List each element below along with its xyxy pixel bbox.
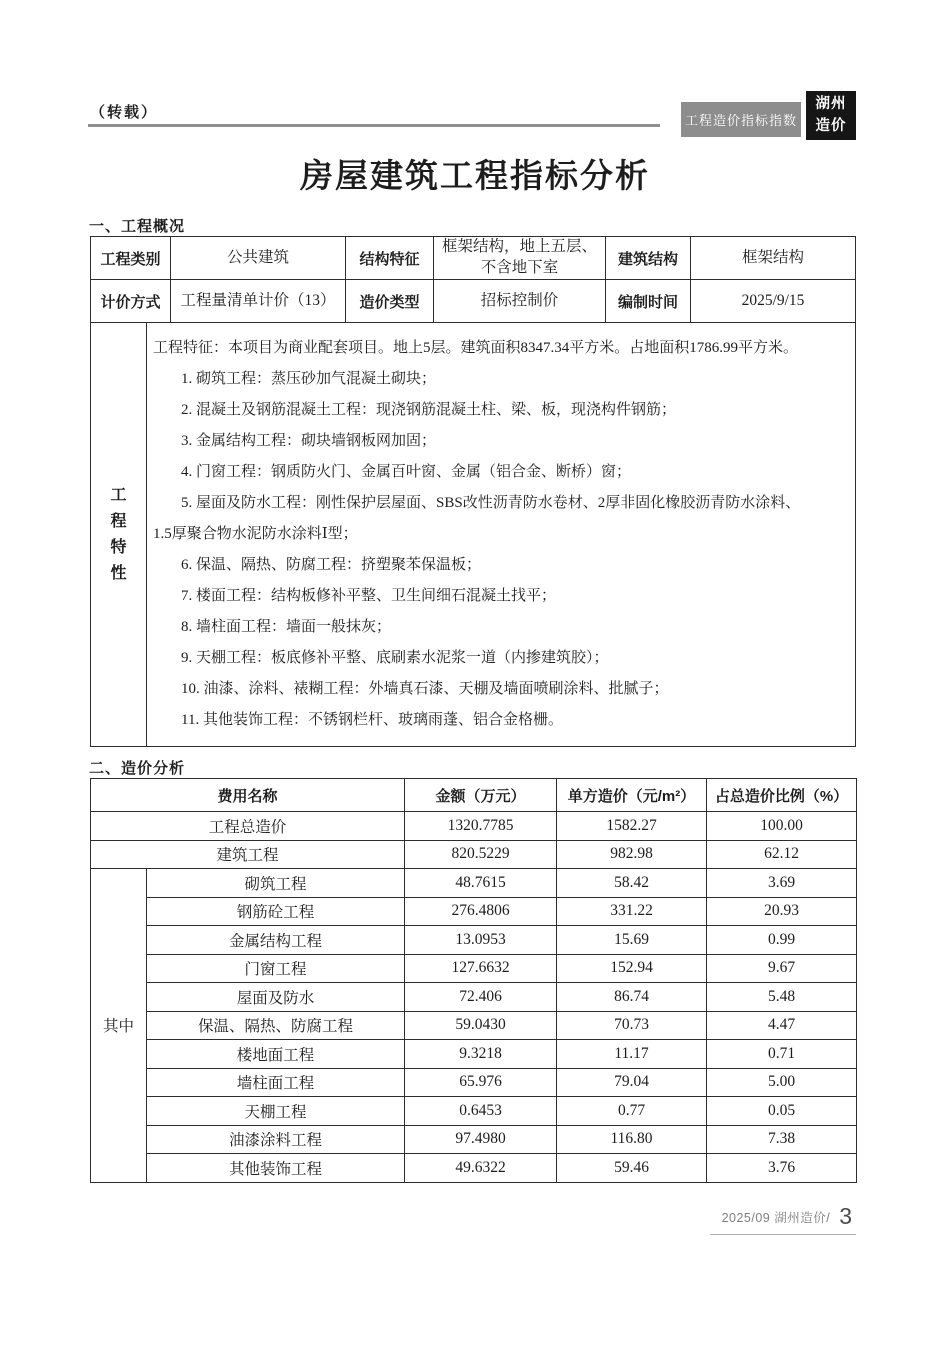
table-row [91, 840, 857, 869]
amount-cell: 72.406 [405, 983, 557, 1012]
ratio-cell: 3.69 [707, 869, 857, 898]
table-row [91, 897, 857, 926]
features-row [91, 323, 855, 746]
unit-cost-cell: 331.22 [557, 897, 707, 926]
table-row [91, 926, 857, 955]
pricing-method-label: 计价方式 [91, 280, 171, 322]
ratio-cell: 0.71 [707, 1040, 857, 1069]
amount-cell: 49.6322 [405, 1154, 557, 1183]
project-category-label: 工程类别 [91, 237, 171, 279]
ratio-cell: 0.99 [707, 926, 857, 955]
project-category-value: 公共建筑 [171, 237, 346, 279]
feature-line: 10. 油漆、涂料、裱糊工程：外墙真石漆、天棚及墙面喷刷涂料、批腻子； [181, 681, 669, 697]
overview-row-1 [91, 237, 855, 280]
feature-line: 11. 其他装饰工程：不锈钢栏杆、玻璃雨蓬、铝合金格栅。 [181, 712, 563, 728]
fee-name-cell: 砌筑工程 [147, 869, 405, 898]
feature-line: 工程特征：本项目为商业配套项目。地上5层。建筑面积8347.34平方米。占地面积1786.99平方米。 [153, 340, 799, 356]
table-row [91, 1068, 857, 1097]
unit-cost-cell: 116.80 [557, 1125, 707, 1154]
building-structure-value: 框架结构 [741, 248, 804, 266]
brand-logo [806, 91, 856, 140]
ratio-cell: 7.38 [707, 1125, 857, 1154]
fee-name-cell: 工程总造价 [91, 812, 405, 841]
table-row [91, 983, 857, 1012]
building-structure-label: 建筑结构 [606, 237, 691, 279]
compile-date-value: 2025/9/15 [741, 291, 805, 309]
fee-name-cell: 建筑工程 [91, 840, 405, 869]
reprint-label: （转载） [90, 104, 159, 121]
ratio-cell: 20.93 [707, 897, 857, 926]
page-number: 3 [839, 1203, 852, 1229]
fee-name-cell: 门窗工程 [147, 954, 405, 983]
cost-type-label: 造价类型 [346, 280, 434, 322]
amount-cell: 276.4806 [405, 897, 557, 926]
feature-line: 7. 楼面工程：结构板修补平整、卫生间细石混凝土找平； [181, 588, 557, 604]
feature-line: 6. 保温、隔热、防腐工程：挤塑聚苯保温板； [181, 557, 482, 573]
unit-cost-cell: 11.17 [557, 1040, 707, 1069]
overview-row-2 [91, 280, 855, 323]
fee-name-cell: 金属结构工程 [147, 926, 405, 955]
ratio-cell: 5.00 [707, 1068, 857, 1097]
table-row [91, 812, 857, 841]
amount-cell: 59.0430 [405, 1011, 557, 1040]
fee-name-cell: 墙柱面工程 [147, 1068, 405, 1097]
footer-issue-label: 2025/09 湖州造价/ [721, 1211, 831, 1225]
overview-table [90, 236, 856, 747]
amount-cell: 0.6453 [405, 1097, 557, 1126]
amount-cell: 820.5229 [405, 840, 557, 869]
unit-cost-cell: 15.69 [557, 926, 707, 955]
table-row [91, 1011, 857, 1040]
amount-cell: 9.3218 [405, 1040, 557, 1069]
fee-name-cell: 天棚工程 [147, 1097, 405, 1126]
page-title: 房屋建筑工程指标分析 [300, 157, 650, 194]
fee-name-cell: 保温、隔热、防腐工程 [147, 1011, 405, 1040]
cost-header-row [91, 779, 857, 812]
group-cell: 其中 [91, 869, 147, 1183]
pricing-method-value: 工程量清单计价（13） [171, 280, 346, 322]
ratio-cell: 100.00 [707, 812, 857, 841]
feature-line: 2. 混凝土及钢筋混凝土工程：现浇钢筋混凝土柱、梁、板，现浇构件钢筋； [181, 402, 677, 418]
structure-feature-value: 框架结构，地上五层、不含地下室 [434, 237, 606, 279]
index-badge: 工程造价指标指数 [681, 102, 801, 137]
fee-name-cell: 钢筋砼工程 [147, 897, 405, 926]
unit-cost-cell: 86.74 [557, 983, 707, 1012]
brand-logo-line1: 湖州 [815, 96, 847, 113]
ratio-cell: 0.05 [707, 1097, 857, 1126]
fee-name-header: 费用名称 [91, 779, 405, 812]
amount-cell: 65.976 [405, 1068, 557, 1097]
ratio-cell: 9.67 [707, 954, 857, 983]
fee-name-cell: 其他装饰工程 [147, 1154, 405, 1183]
unit-cost-cell: 982.98 [557, 840, 707, 869]
amount-header: 金额（万元） [405, 779, 557, 812]
table-row [91, 1040, 857, 1069]
amount-cell: 127.6632 [405, 954, 557, 983]
features-label-cell [91, 323, 147, 746]
table-row [91, 1125, 857, 1154]
cost-table [90, 778, 857, 1183]
feature-line: 4. 门窗工程：钢质防火门、金属百叶窗、金属（铝合金、断桥）窗； [181, 464, 632, 480]
ratio-cell: 4.47 [707, 1011, 857, 1040]
unit-cost-cell: 70.73 [557, 1011, 707, 1040]
amount-cell: 1320.7785 [405, 812, 557, 841]
overview-section-heading: 一、工程概况 [89, 218, 186, 235]
fee-name-cell: 屋面及防水 [147, 983, 405, 1012]
header-rule [88, 124, 660, 127]
brand-logo-line2: 造价 [815, 117, 847, 134]
fee-name-cell: 楼地面工程 [147, 1040, 405, 1069]
table-row [91, 1154, 857, 1183]
feature-line: 9. 天棚工程：板底修补平整、底刷素水泥浆一道（内掺建筑胶）； [181, 650, 609, 666]
unit-cost-cell: 0.77 [557, 1097, 707, 1126]
feature-line: 3. 金属结构工程：砌块墙钢板网加固； [181, 433, 437, 449]
cost-type-value: 招标控制价 [434, 280, 606, 322]
unit-cost-cell: 79.04 [557, 1068, 707, 1097]
unit-cost-cell: 152.94 [557, 954, 707, 983]
ratio-cell: 5.48 [707, 983, 857, 1012]
fee-name-cell: 油漆涂料工程 [147, 1125, 405, 1154]
compile-date-label: 编制时间 [606, 280, 691, 322]
amount-cell: 13.0953 [405, 926, 557, 955]
feature-line: 1. 砌筑工程：蒸压砂加气混凝土砌块； [181, 371, 437, 387]
table-row [91, 1097, 857, 1126]
unit-cost-cell: 59.46 [557, 1154, 707, 1183]
page-footer [710, 1203, 856, 1235]
feature-line: 5. 屋面及防水工程：刚性保护层屋面、SBS改性沥青防水卷材、2厚非固化橡胶沥青防水涂料、 [181, 495, 801, 511]
ratio-header: 占总造价比例（%） [707, 779, 857, 812]
unit-cost-cell: 58.42 [557, 869, 707, 898]
ratio-cell: 62.12 [707, 840, 857, 869]
unit-cost-header: 单方造价（元/m²） [557, 779, 707, 812]
ratio-cell: 3.76 [707, 1154, 857, 1183]
amount-cell: 97.4980 [405, 1125, 557, 1154]
cost-section-heading: 二、造价分析 [89, 760, 186, 777]
amount-cell: 48.7615 [405, 869, 557, 898]
feature-line: 1.5厚聚合物水泥防水涂料Ⅰ型； [153, 526, 358, 542]
features-label: 工程特性 [110, 486, 127, 582]
table-row [91, 869, 857, 898]
feature-line: 8. 墙柱面工程：墙面一般抹灰； [181, 619, 392, 635]
unit-cost-cell: 1582.27 [557, 812, 707, 841]
structure-feature-label: 结构特征 [346, 237, 434, 279]
table-row [91, 954, 857, 983]
features-body [147, 323, 855, 746]
